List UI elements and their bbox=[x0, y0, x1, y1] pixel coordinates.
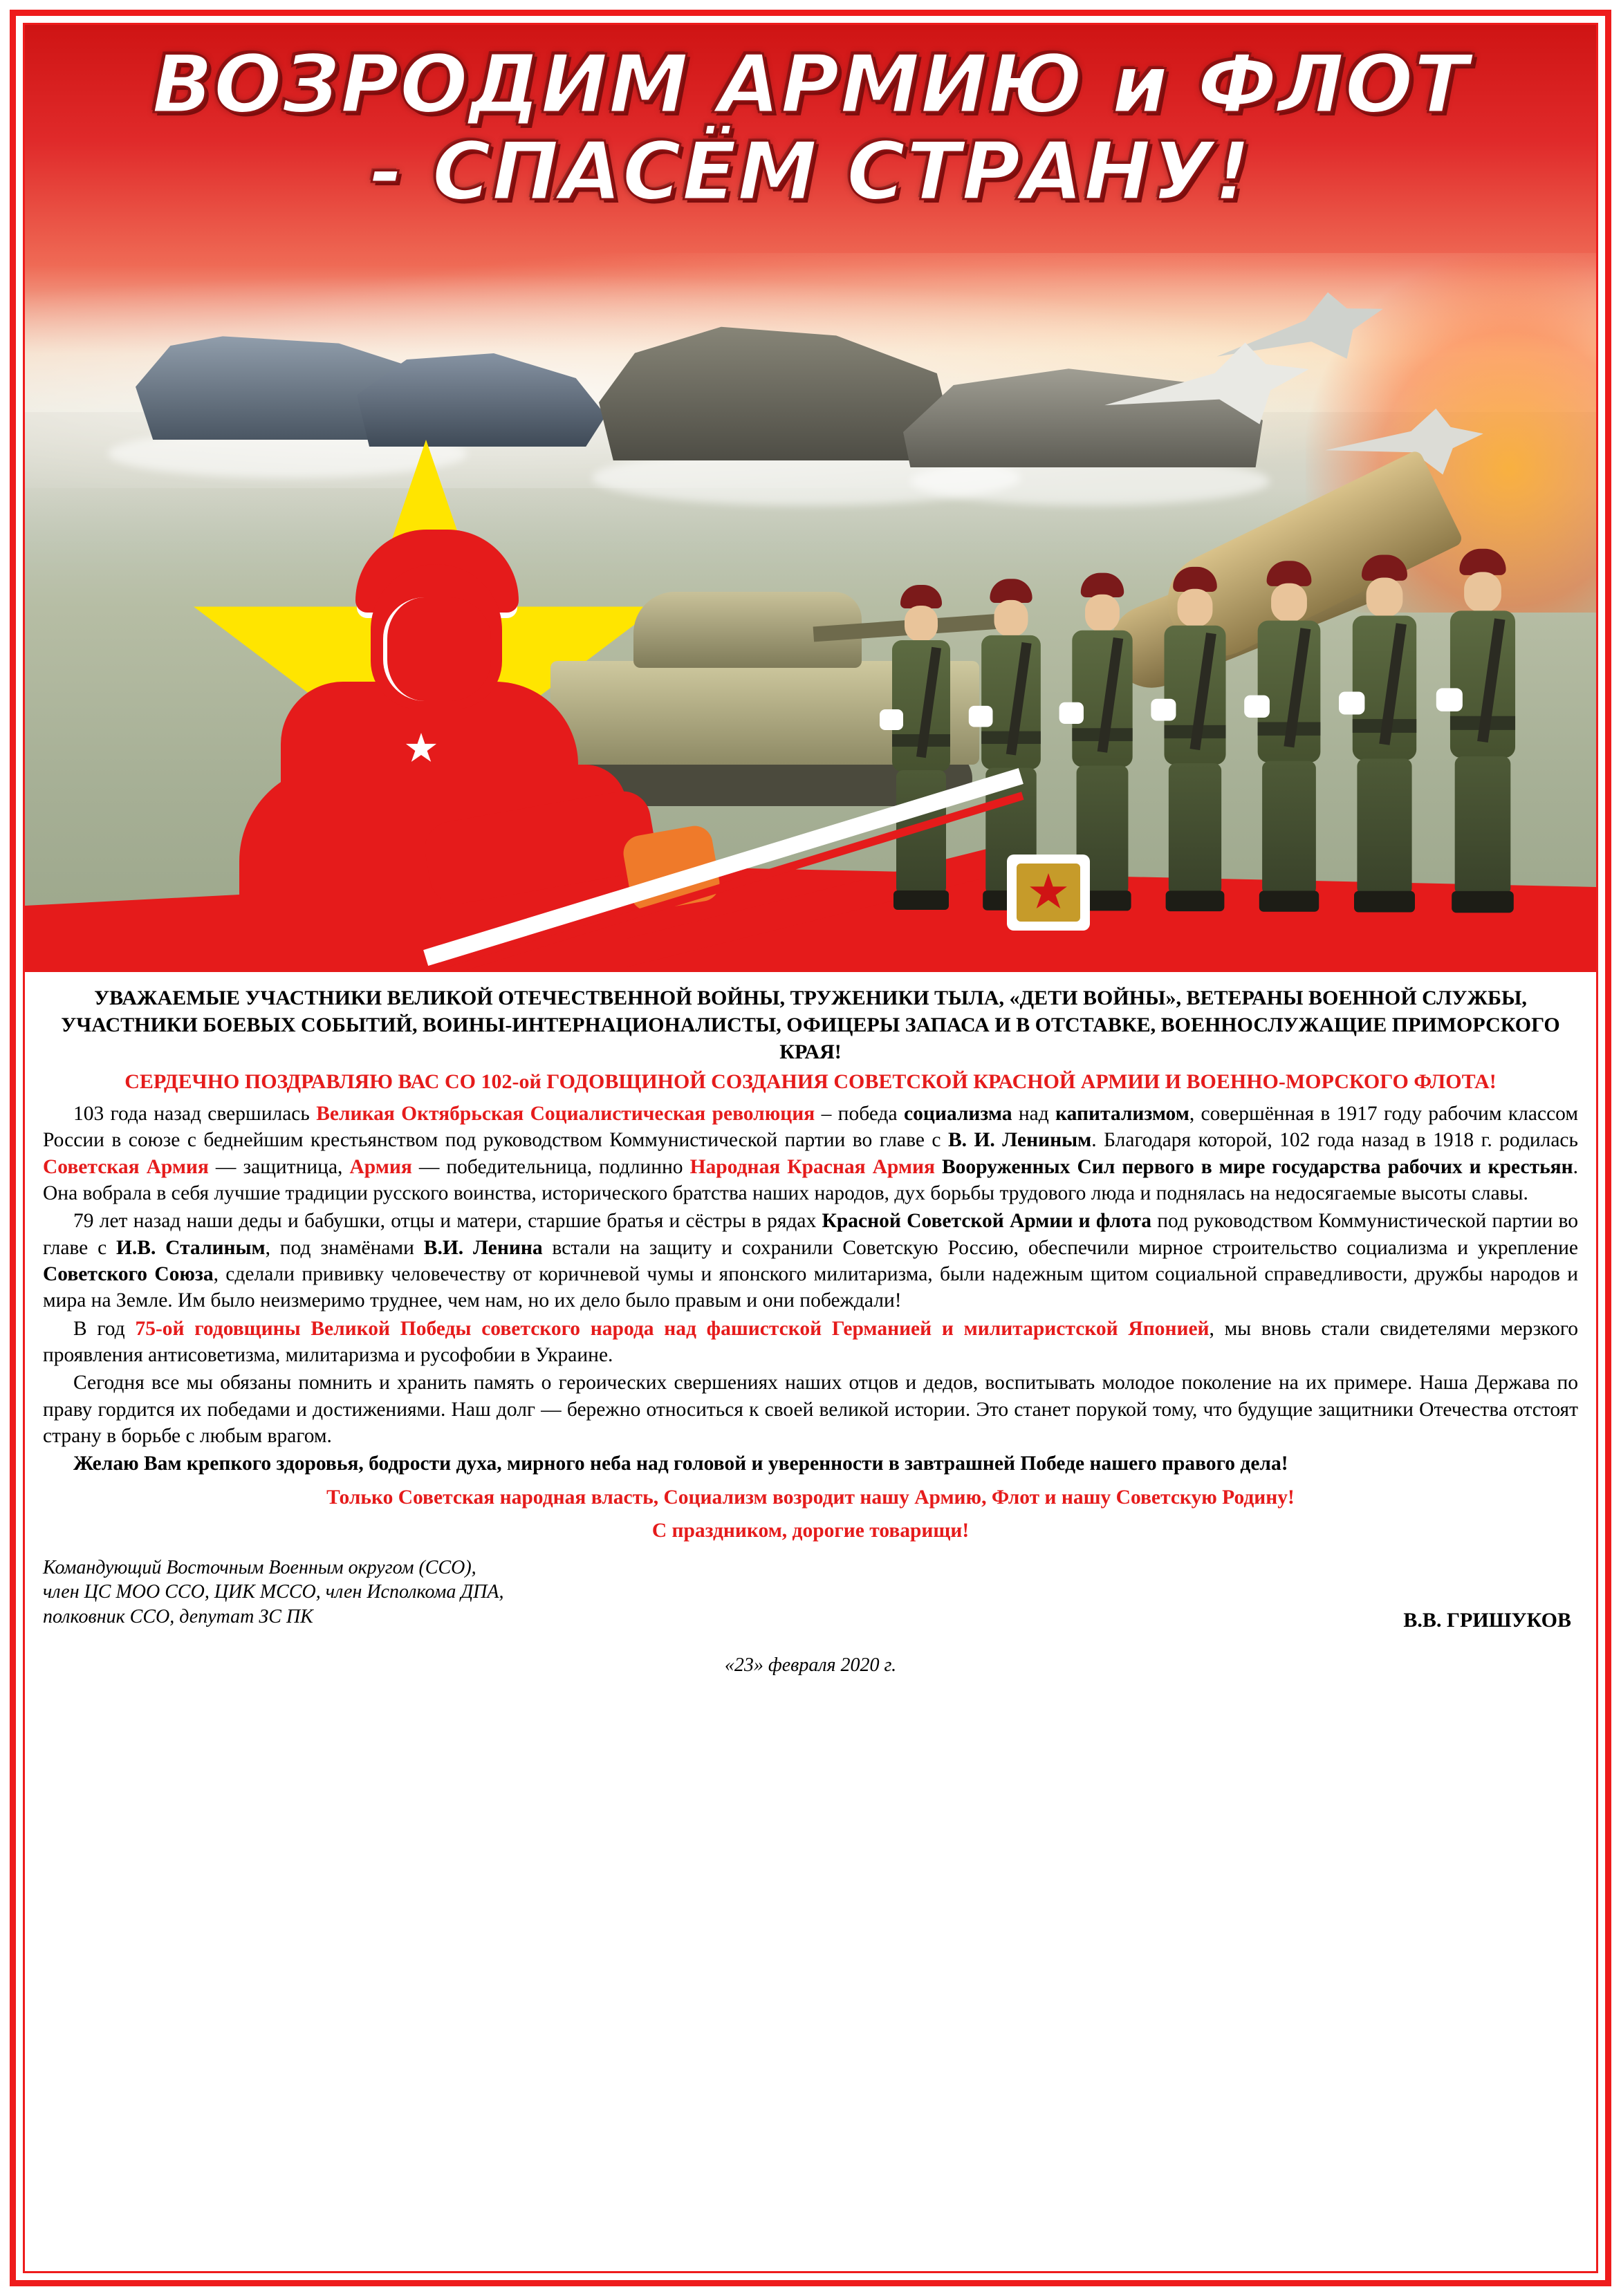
p1-t4: , совершённая в 1917 году рабочим классом России в союзе с беднейшим крестьянством под руководством Коммунистической партии во главе с bbox=[43, 1103, 1579, 1152]
p2-t1: 79 лет назад наши деды и бабушки, отцы и матери, старшие братья и сёстры в рядах bbox=[73, 1210, 822, 1233]
closing-line-1: Только Советская народная власть, Социализм возродит нашу Армию, Флот и нашу Советскую Родину! bbox=[326, 1486, 1295, 1509]
p1-t1: 103 года назад свершилась bbox=[73, 1103, 317, 1125]
p1-bold-1: социализма bbox=[903, 1103, 1012, 1125]
p2-t4: встали на защиту и сохранили Советскую Россию, обеспечили мирное строительство социализма и укрепление bbox=[542, 1236, 1578, 1259]
soldier-figure bbox=[1439, 549, 1526, 913]
paragraph-2 bbox=[43, 1208, 1578, 1314]
paragraph-3 bbox=[43, 1316, 1578, 1369]
p3-t2: , мы вновь стали свидетелями мерзкого проявления антисоветизма, милитаризма и русофобии в Украине. bbox=[43, 1317, 1578, 1367]
closing-line-2: С праздником, дорогие товарищи! bbox=[651, 1520, 970, 1542]
p2-t3: , под знамёнами bbox=[265, 1236, 424, 1259]
document-date: «23» февраля 2020 г. bbox=[724, 1654, 897, 1676]
congratulation-heading: СЕРДЕЧНО ПОЗДРАВЛЯЮ ВАС СО 102-ой ГОДОВЩИНОЙ СОЗДАНИЯ СОВЕТСКОЙ КРАСНОЙ АРМИИ И ВОЕННО-МОРСКОГО ФЛОТА! bbox=[124, 1070, 1497, 1093]
signature-name: В.В. ГРИШУКОВ bbox=[1403, 1608, 1571, 1632]
marching-soldiers-group bbox=[882, 523, 1574, 910]
p2-bold-4: Советского Союза bbox=[43, 1263, 214, 1286]
p1-t8 bbox=[935, 1156, 942, 1178]
signature-line-1: Командующий Восточным Военным округом (ССО), bbox=[43, 1556, 476, 1578]
poster-banner bbox=[25, 25, 1596, 972]
salutation: УВАЖАЕМЫЕ УЧАСТНИКИ ВЕЛИКОЙ ОТЕЧЕСТВЕННОЙ ВОЙНЫ, ТРУЖЕНИКИ ТЫЛА, «ДЕТИ ВОЙНЫ», ВЕТЕРАНЫ ВОЕННОЙ СЛУЖБЫ, УЧАСТНИКИ БОЕВЫХ СОБЫТИЙ, ВОИНЫ-ИНТЕРНАЦИОНАЛИСТЫ, ОФИЦЕРЫ ЗАПАСА И В ОТСТАВКЕ, ВОЕННОСЛУЖАЩИЕ ПРИМОРСКОГО КРАЯ! bbox=[61, 987, 1560, 1063]
p1-bold-2: капитализмом bbox=[1055, 1103, 1189, 1125]
poster-title-line-2: - СПАСЁМ СТРАНУ! bbox=[369, 125, 1252, 219]
poster-title bbox=[25, 38, 1596, 219]
outer-red-border bbox=[10, 10, 1611, 2286]
p1-t9: . Она вобрала в себя лучшие традиции русского воинства, исторического братства наших народов, дух борьбы трудового люда и поднялась на недосягаемые высоты славы. bbox=[43, 1155, 1579, 1205]
p3-highlight-1: 75-ой годовщины Великой Победы советского народа над фашистской Германией и милитаристской Японией bbox=[135, 1317, 1210, 1340]
poster-title-line-1: ВОЗРОДИМ АРМИЮ и ФЛОТ bbox=[151, 38, 1470, 131]
p1-bold-4: Вооруженных Сил первого в мире государства рабочих и крестьян bbox=[941, 1155, 1573, 1178]
p1-t5: . Благодаря которой, 102 года назад в 1918 г. родилась bbox=[1091, 1129, 1578, 1152]
signature-block bbox=[43, 1556, 1578, 1630]
signature-line-3: полковник ССО, депутат ЗС ПК bbox=[43, 1606, 313, 1628]
p1-t6: — защитница, bbox=[208, 1155, 350, 1178]
document-body bbox=[25, 972, 1596, 1690]
soldier-figure bbox=[1248, 561, 1331, 912]
p1-t3: над bbox=[1012, 1103, 1056, 1125]
soldier-figure bbox=[1154, 567, 1236, 911]
p2-t2: под руководством Коммунистической партии во главе с bbox=[43, 1210, 1578, 1259]
p2-t5: , сделали прививку человечеству от коричневой чумы и японского милитаризма, были надежным щитом социальной справедливости, дружбы народов и мира на Земле. Им было неизмеримо труднее, чем нам, но их дело было правым и они побеждали! bbox=[43, 1263, 1578, 1312]
soldier-figure bbox=[1342, 555, 1427, 913]
paragraph-1 bbox=[43, 1101, 1578, 1206]
p2-bold-2: И.В. Сталиным bbox=[115, 1236, 266, 1259]
p2-bold-1: Красной Советской Армии и флота bbox=[822, 1210, 1152, 1233]
p1-highlight-2: Советская Армия bbox=[43, 1155, 209, 1178]
p2-bold-3: В.И. Ленина bbox=[423, 1236, 543, 1259]
p3-t1: В год bbox=[73, 1317, 136, 1340]
paragraph-4: Сегодня все мы обязаны помнить и хранить память о героических свершениях наших отцов и дедов, воспитывать молодое поколение на их примере. Наша Держава по праву гордится их победами и достижениями. Наш долг — бережно относиться к своей великой истории. Это станет порукой тому, что будущие защитники Отечества отстоят страну в борьбе с любым врагом. bbox=[43, 1372, 1578, 1448]
soldier-figure bbox=[882, 585, 960, 910]
p1-highlight-3: Армия bbox=[349, 1155, 412, 1178]
p1-highlight-1: Великая Октябрьская Социалистическая революция bbox=[316, 1103, 815, 1125]
signature-line-2: член ЦС МОО ССО, ЦИК МССО, член Исполкома ДПА, bbox=[43, 1581, 504, 1603]
paragraph-5: Желаю Вам крепкого здоровья, бодрости духа, мирного неба над головой и уверенности в завтрашней Победе нашего правого дела! bbox=[73, 1453, 1288, 1475]
inner-red-border bbox=[23, 23, 1598, 2273]
army-emblem-icon bbox=[1007, 855, 1090, 931]
p1-highlight-4: Народная Красная Армия bbox=[689, 1155, 935, 1178]
p1-bold-3: В. И. Лениным bbox=[947, 1129, 1092, 1152]
p1-t7: — победительница, подлинно bbox=[411, 1155, 690, 1178]
p1-t2: – победа bbox=[815, 1103, 904, 1125]
